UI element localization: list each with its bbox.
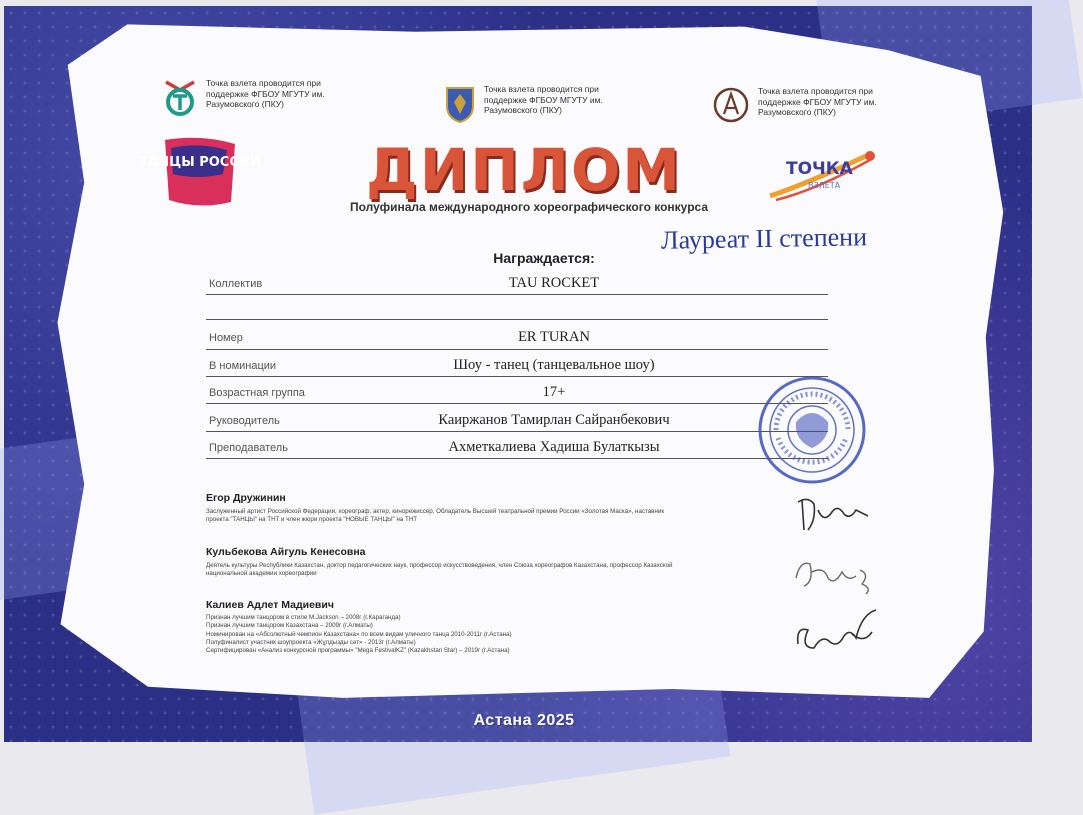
- field-label-nomination: В номинации: [209, 360, 277, 372]
- tancy-rossii-logo: [139, 134, 261, 210]
- mgutu-logo-icon: [162, 78, 198, 116]
- field-underline: [206, 376, 828, 377]
- judge-description-line: Признан лучшим танцором в стиле M.Jackson – 2008г (г.Караганда): [206, 614, 401, 621]
- field-label-age-group: Возрастная группа: [209, 387, 305, 399]
- signature: [794, 490, 874, 540]
- judge-name: Калиев Адлет Мадиевич: [206, 599, 334, 611]
- crest-icon: [444, 84, 476, 124]
- diploma-frame: [4, 6, 1032, 742]
- field-value-teacher: Ахметкалиева Хадиша Булаткызы: [448, 439, 660, 455]
- sponsor-academy: [712, 86, 880, 124]
- field-value-nomination: Шоу - танец (танцевальное шоу): [453, 357, 655, 373]
- signature: [790, 552, 880, 600]
- field-underline: [206, 403, 828, 404]
- tochka-logo-subtext: ВЗЛЕТА: [808, 181, 841, 190]
- field-value-leader: Каиржанов Тамирлан Сайранбекович: [438, 412, 670, 428]
- judge-description-line: Номинирован на «Абсолютный чемпион Казахстана» по всем видам уличного танца 2010-2011г (г.Астана): [206, 630, 512, 638]
- official-stamp: [756, 374, 868, 486]
- sponsor-text: Точка взлета проводится при поддержке ФГБОУ МГУТУ им. Разумовского (ПКУ): [758, 86, 877, 118]
- field-underline: [206, 294, 828, 295]
- laureate-stamp-text: Лауреат II степени: [660, 222, 868, 255]
- field-underline: [206, 458, 828, 459]
- field-value-age-group: 17+: [542, 384, 566, 400]
- judge-description-line: Признан лучшим танцором Казахстана – 2009г (г.Алматы): [206, 622, 373, 630]
- diploma-subtitle: Полуфинала международного хореографического конкурса: [349, 200, 709, 214]
- judge-name: Егор Дружинин: [206, 492, 286, 504]
- awarded-heading: Награждается:: [493, 250, 595, 266]
- field-label-leader: Руководитель: [209, 415, 280, 427]
- field-underline: [206, 431, 828, 432]
- diploma-paper: [4, 6, 1032, 742]
- signature: [792, 604, 882, 660]
- field-label-number: Номер: [209, 332, 243, 344]
- judge-description: Заслуженный артист Российской Федерации, хореограф, актер, кинорежиссер, Обладатель Высшей театральной премии России «Золотая Маска», наставник проекта "ТАНЦЫ" на ТНТ и член жюри проекта "НОВЫЕ ТАНЦЫ" на ТНТ: [206, 508, 665, 524]
- judge-description-line: Сертифицирован «Анализ конкурсной программы» "Mega FestivalKZ" (Kazakhstan Star) – 2019г (г.Астана): [206, 647, 510, 655]
- judge-description: Деятель культуры Республики Казахстан, доктор педагогических наук, профессор искусствоведения, член Союза хореографов Казахстана, профессор Казахской национальной академии хореографии: [206, 562, 673, 578]
- sponsor-text: Точка взлета проводится при поддержке ФГБОУ МГУТУ им. Разумовского (ПКУ): [484, 84, 603, 116]
- field-label-collective: Коллектив: [209, 278, 263, 290]
- city-year: Астана 2025: [473, 712, 575, 729]
- field-value-number: ER TURAN: [518, 329, 590, 345]
- judge-name: Кульбекова Айгуль Кенесовна: [206, 546, 366, 558]
- field-underline: [206, 349, 828, 350]
- tochka-logo-text: ТОЧКА: [786, 159, 853, 179]
- judge-description: [206, 614, 676, 656]
- sponsor-text: Точка взлета проводится при поддержке ФГБОУ МГУТУ им. Разумовского (ПКУ): [206, 78, 325, 110]
- judge-description-line: Полуфиналист участник шоупроекта «Жұлдызды сәт» - 2013г (г.Алматы): [206, 639, 416, 647]
- field-value-collective: TAU ROCKET: [508, 275, 600, 291]
- field-label-teacher: Преподаватель: [209, 442, 288, 454]
- field-underline: [206, 319, 828, 320]
- academy-emblem-icon: [712, 86, 750, 124]
- diploma-title: ДИПЛОМ: [366, 136, 682, 204]
- tochka-vzleta-logo: [766, 146, 884, 206]
- sponsor-crest: [444, 84, 606, 124]
- tancy-logo-text: ТАНЦЫ РОССИИ: [139, 155, 261, 170]
- sponsor-mgutu: [162, 78, 328, 116]
